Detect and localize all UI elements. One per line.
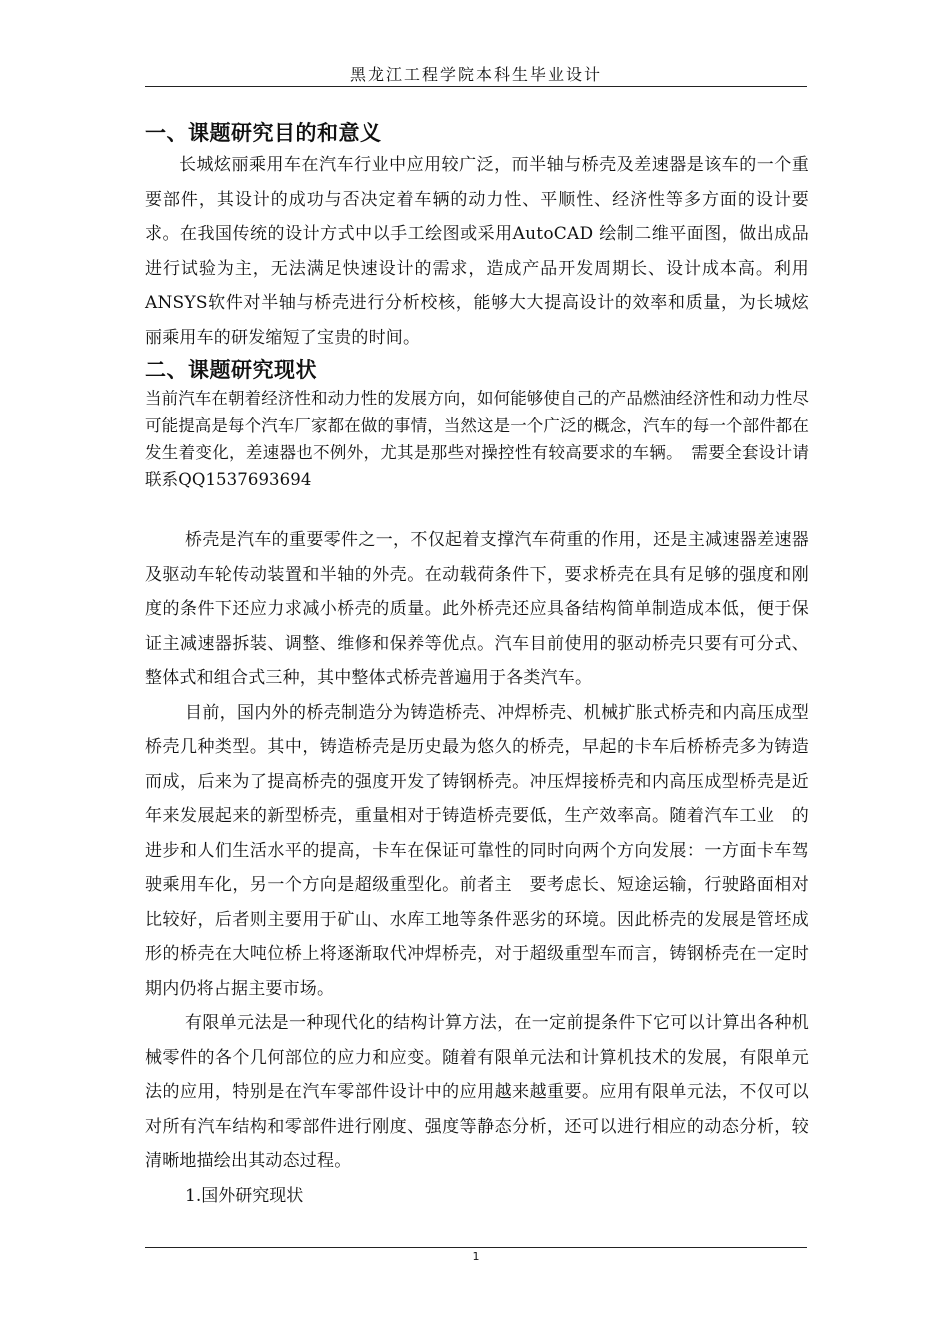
footer-rule <box>145 1247 807 1248</box>
spacer <box>145 493 809 523</box>
header-rule <box>145 86 807 87</box>
section-heading-status: 二、课题研究现状 <box>145 358 317 382</box>
paragraph-status-intro: 当前汽车在朝着经济性和动力性的发展方向，如何能够使自己的产品燃油经济性和动力性尽可能提高是每个汽车厂家都在做的事情，当然这是一个广泛的概念，汽车的每一个部件都在发生着变化，差速器也不例外，尤其是那些对操控性有较高要求的车辆。 需要全套设计请联系QQ1537693694 <box>145 389 809 489</box>
paragraph-manufacturing-types: 目前，国内外的桥壳制造分为铸造桥壳、冲焊桥壳、机械扩胀式桥壳和内高压成型桥壳几种类型。其中，铸造桥壳是历史最为悠久的桥壳，早起的卡车后桥桥壳多为铸造而成，后来为了提高桥壳的强度开发了铸钢桥壳。冲压焊接桥壳和内高压成型桥壳是近年来发展起来的新型桥壳，重量相对于铸造桥壳要低，生产效率高。随着汽车工业 的进步和人们生活水平的提高，卡车在保证可靠性的同时向两个方向发展：一方面卡车驾驶乘用车化，另一个方向是超级重型化。前者主 要考虑长、短途运输，行驶路面相对比较好，后者则主要用于矿山、水库工地等条件恶劣的环境。因此桥壳的发展是管坯成形的桥壳在大吨位桥上将逐渐取代冲焊桥壳，对于超级重型车而言，铸钢桥壳在一定时期内仍将占据主要市场。 <box>145 702 809 999</box>
page-body <box>145 118 809 1213</box>
paragraph-finite-element: 有限单元法是一种现代化的结构计算方法，在一定前提条件下它可以计算出各种机械零件的各个几何部位的应力和应变。随着有限单元法和计算机技术的发展，有限单元法的应用，特别是在汽车零部件设计中的应用越来越重要。应用有限单元法，不仅可以对所有汽车结构和零部件进行刚度、强度等静态分析，还可以进行相应的动态分析，较清晰地描绘出其动态过程。 <box>145 1013 809 1171</box>
paragraph-purpose: 长城炫丽乘用车在汽车行业中应用较广泛，而半轴与桥壳及差速器是该车的一个重要部件，其设计的成功与否决定着车辆的动力性、平顺性、经济性等多方面的设计要求。在我国传统的设计方式中以手工绘图或采用AutoCAD 绘制二维平面图，做出成品进行试验为主，无法满足快速设计的需求，造成产品开发周期长、设计成本高。利用ANSYS软件对半轴与桥壳进行分析校核，能够大大提高设计的效率和质量，为长城炫丽乘用车的研发缩短了宝贵的时间。 <box>145 155 809 348</box>
page-header-title: 黑龙江工程学院本科生毕业设计 <box>349 65 602 84</box>
paragraph-axle-housing: 桥壳是汽车的重要零件之一，不仅起着支撑汽车荷重的作用，还是主减速器差速器及驱动车轮传动装置和半轴的外壳。在动载荷条件下，要求桥壳在具有足够的强度和刚度的条件下还应力求减小桥壳的质量。此外桥壳还应具备结构简单制造成本低，便于保证主减速器拆装、调整、维修和保养等优点。汽车目前使用的驱动桥壳只要有可分式、整体式和组合式三种，其中整体式桥壳普遍用于各类汽车。 <box>145 530 809 688</box>
section-heading-purpose: 一、课题研究目的和意义 <box>145 121 382 145</box>
subheading-foreign-research: 1.国外研究现状 <box>185 1185 304 1206</box>
page-number: 1 <box>472 1250 480 1263</box>
